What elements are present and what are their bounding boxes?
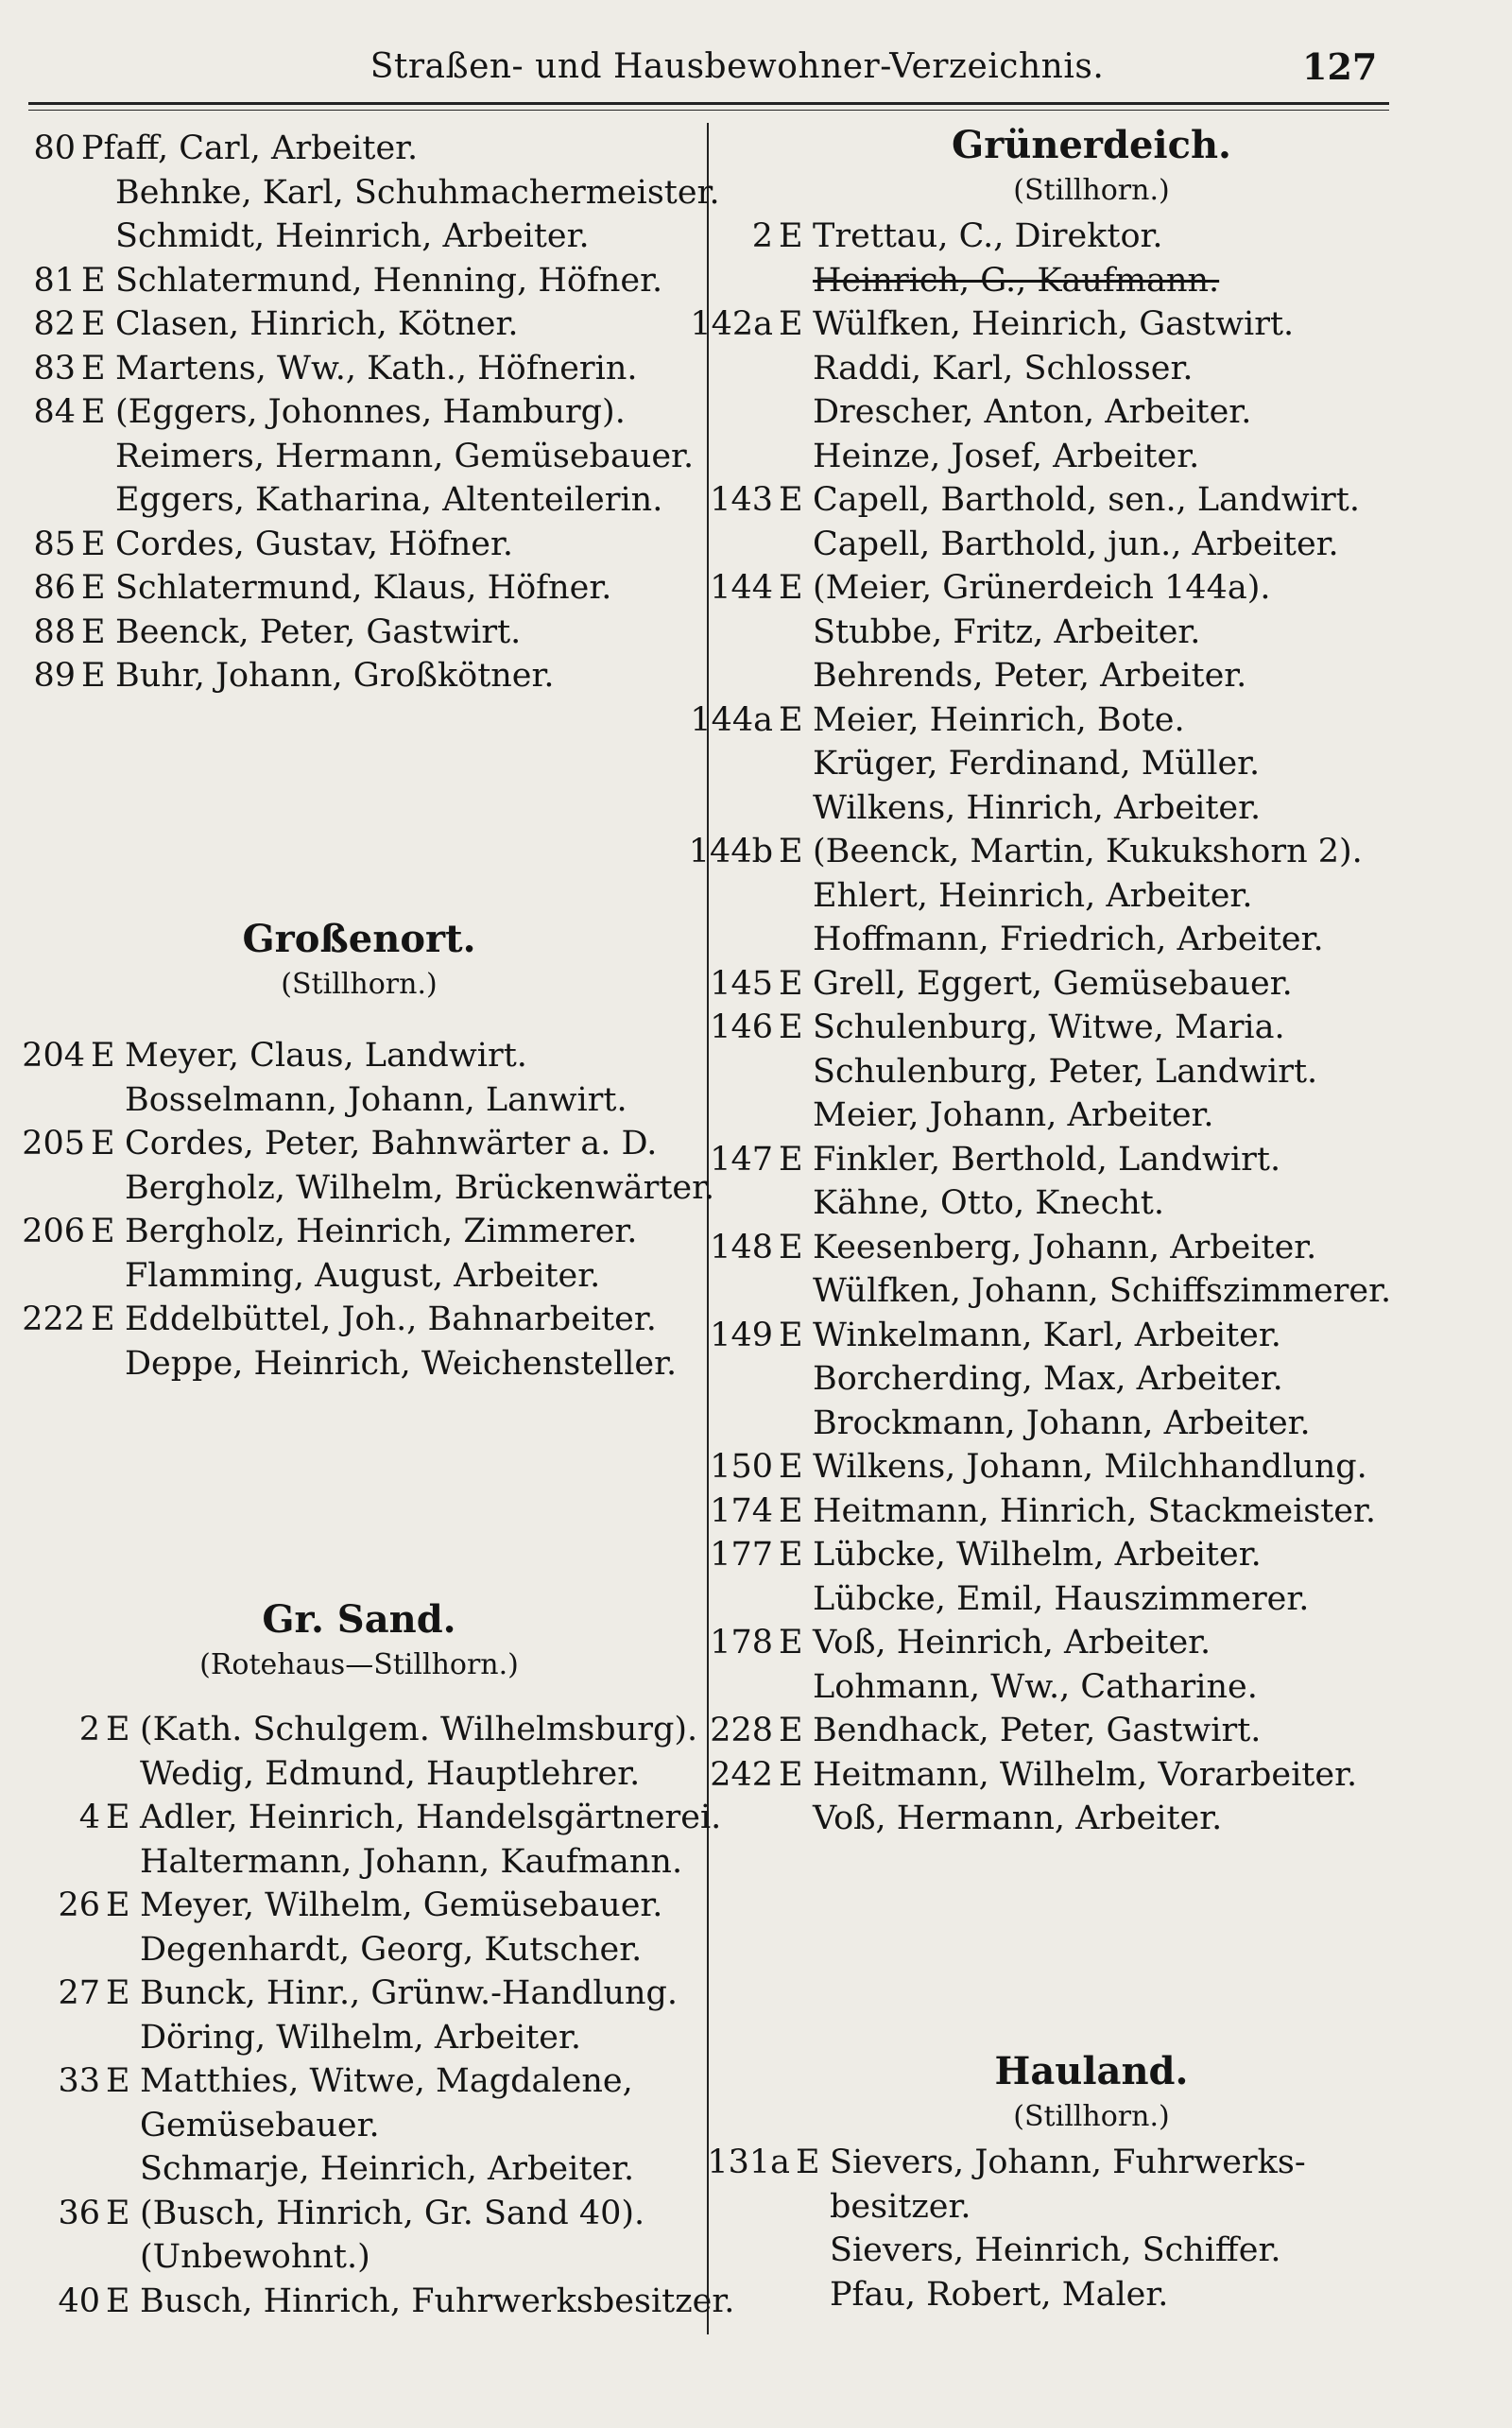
house-number: 82 xyxy=(33,305,76,343)
resident-entry: Lübcke, Emil, Hauszimmerer. xyxy=(813,1579,1310,1618)
owner-mark: E xyxy=(779,700,803,739)
resident-entry: Wilkens, Johann, Milchhandlung. xyxy=(813,1448,1367,1486)
house-number: 145 xyxy=(710,964,773,1003)
house-number: 144a xyxy=(690,700,773,739)
resident-entry: Clasen, Hinrich, Kötner. xyxy=(115,305,519,343)
resident-entry: Capell, Barthold, jun., Arbeiter. xyxy=(813,525,1339,563)
owner-mark: E xyxy=(779,1536,803,1574)
resident-entry: Finkler, Berthold, Landwirt. xyxy=(813,1140,1281,1179)
resident-entry: Krüger, Ferdinand, Müller. xyxy=(813,745,1261,783)
owner-mark: E xyxy=(106,2194,130,2232)
resident-entry: Pfaff, Carl, Arbeiter. xyxy=(81,129,419,167)
house-number: 177 xyxy=(710,1536,773,1574)
house-number: 242 xyxy=(710,1755,773,1794)
resident-entry: Martens, Ww., Kath., Höfnerin. xyxy=(115,349,638,387)
owner-mark: E xyxy=(91,1125,115,1162)
resident-entry: Beenck, Peter, Gastwirt. xyxy=(115,612,522,651)
owner-mark: E xyxy=(81,305,106,343)
resident-entry: (Kath. Schulgem. Wilhelmsburg). xyxy=(140,1711,698,1748)
house-number: 81 xyxy=(33,261,76,300)
resident-entry: Capell, Barthold, sen., Landwirt. xyxy=(813,481,1360,519)
resident-entry: Bosselmann, Johann, Lanwirt. xyxy=(125,1080,627,1119)
house-number: 36 xyxy=(58,2194,100,2232)
owner-mark: E xyxy=(106,1711,130,1748)
section-title: Großenort. xyxy=(242,917,476,961)
owner-mark: E xyxy=(81,261,106,300)
house-number: 85 xyxy=(33,525,76,563)
owner-mark: E xyxy=(81,569,106,607)
resident-entry: (Busch, Hinrich, Gr. Sand 40). xyxy=(140,2194,645,2232)
house-number: 26 xyxy=(58,1886,100,1924)
owner-mark: E xyxy=(779,964,803,1003)
resident-entry: Raddi, Karl, Schlosser. xyxy=(813,349,1194,387)
house-number: 84 xyxy=(33,393,76,431)
resident-entry: Eggers, Katharina, Altenteilerin. xyxy=(115,481,663,519)
resident-entry: (Eggers, Johonnes, Hamburg). xyxy=(115,393,626,431)
resident-entry: Meier, Johann, Arbeiter. xyxy=(813,1096,1214,1134)
house-number: 83 xyxy=(33,349,76,387)
owner-mark: E xyxy=(779,1316,803,1354)
owner-mark: E xyxy=(81,349,106,387)
owner-mark: E xyxy=(779,1140,803,1179)
running-header: Straßen- und Hausbewohner-Verzeichnis. xyxy=(369,47,1105,86)
owner-mark: E xyxy=(779,305,803,343)
resident-entry: Reimers, Hermann, Gemüsebauer. xyxy=(115,437,695,475)
house-number: 150 xyxy=(710,1448,773,1486)
house-number: 2 xyxy=(751,217,773,255)
section-title: Hauland. xyxy=(994,2049,1189,2093)
owner-mark: E xyxy=(91,1037,115,1075)
resident-entry: Bergholz, Wilhelm, Brückenwärter. xyxy=(125,1168,715,1207)
resident-entry: Drescher, Anton, Arbeiter. xyxy=(813,393,1252,431)
house-number: 144 xyxy=(710,569,773,607)
house-number: 40 xyxy=(58,2282,100,2320)
section-subtitle: (Rotehaus—Stillhorn.) xyxy=(199,1648,519,1681)
section-title: Grünerdeich. xyxy=(952,123,1231,167)
resident-entry: Flamming, August, Arbeiter. xyxy=(125,1256,601,1295)
house-number: 206 xyxy=(22,1213,85,1250)
resident-entry: Buhr, Johann, Großkötner. xyxy=(115,657,555,695)
house-number: 86 xyxy=(33,569,76,607)
house-number: 131a xyxy=(707,2144,790,2181)
house-number: 142a xyxy=(690,305,773,343)
resident-entry: Trettau, C., Direktor. xyxy=(813,217,1163,255)
resident-entry: Kähne, Otto, Knecht. xyxy=(813,1184,1164,1222)
resident-entry: Keesenberg, Johann, Arbeiter. xyxy=(813,1228,1317,1266)
resident-entry: (Beenck, Martin, Kukukshorn 2). xyxy=(813,833,1363,870)
house-number: 27 xyxy=(58,1974,100,2012)
resident-entry: Schmarje, Heinrich, Arbeiter. xyxy=(140,2150,635,2188)
house-number: 80 xyxy=(33,129,76,167)
section-title: Gr. Sand. xyxy=(262,1597,456,1642)
resident-entry: Borcherding, Max, Arbeiter. xyxy=(813,1360,1283,1398)
owner-mark: E xyxy=(779,1624,803,1662)
resident-entry: Brockmann, Johann, Arbeiter. xyxy=(813,1403,1311,1442)
owner-mark: E xyxy=(106,2282,130,2320)
resident-entry: Heitmann, Hinrich, Stackmeister. xyxy=(813,1491,1377,1530)
section-subtitle: (Stillhorn.) xyxy=(281,968,438,1001)
resident-entry: (Unbewohnt.) xyxy=(140,2238,370,2276)
owner-mark: E xyxy=(106,1799,130,1836)
resident-entry: Schulenburg, Witwe, Maria. xyxy=(813,1008,1285,1046)
owner-mark: E xyxy=(779,1448,803,1486)
house-number: 2 xyxy=(78,1711,100,1748)
house-number: 148 xyxy=(710,1228,773,1266)
resident-entry: Ehlert, Heinrich, Arbeiter. xyxy=(813,876,1253,915)
house-number: 33 xyxy=(58,2062,100,2100)
owner-mark: E xyxy=(779,481,803,519)
resident-entry: Meyer, Claus, Landwirt. xyxy=(125,1037,527,1075)
owner-mark: E xyxy=(81,612,106,651)
section-subtitle: (Stillhorn.) xyxy=(1013,2100,1170,2133)
resident-entry: Winkelmann, Karl, Arbeiter. xyxy=(813,1316,1281,1354)
resident-entry: Stubbe, Fritz, Arbeiter. xyxy=(813,612,1201,651)
owner-mark: E xyxy=(106,1974,130,2012)
owner-mark: E xyxy=(779,833,803,870)
owner-mark: E xyxy=(779,217,803,255)
resident-entry: Grell, Eggert, Gemüsebauer. xyxy=(813,964,1293,1003)
page-number: 127 xyxy=(1302,45,1378,88)
resident-entry: Bendhack, Peter, Gastwirt. xyxy=(813,1712,1262,1749)
resident-entry: Busch, Hinrich, Fuhrwerksbesitzer. xyxy=(140,2282,735,2320)
resident-entry: Eddelbüttel, Joh., Bahnarbeiter. xyxy=(125,1300,657,1338)
right-column xyxy=(688,0,1512,2428)
resident-entry: Schulenburg, Peter, Landwirt. xyxy=(813,1052,1318,1091)
owner-mark: E xyxy=(106,1886,130,1924)
resident-entry: (Meier, Grünerdeich 144a). xyxy=(813,569,1271,607)
house-number: 204 xyxy=(22,1037,85,1075)
resident-entry: Meier, Heinrich, Bote. xyxy=(813,700,1185,739)
resident-entry: Heitmann, Wilhelm, Vorarbeiter. xyxy=(813,1755,1358,1794)
resident-entry: Behnke, Karl, Schuhmachermeister. xyxy=(115,173,720,212)
house-number: 149 xyxy=(710,1316,773,1354)
resident-entry: Wedig, Edmund, Hauptlehrer. xyxy=(140,1754,641,1793)
resident-entry: Heinze, Josef, Arbeiter. xyxy=(813,437,1200,475)
house-number: 89 xyxy=(33,657,76,695)
resident-entry: Sievers, Johann, Fuhrwerks- xyxy=(830,2144,1306,2181)
resident-entry: Bunck, Hinr., Grünw.-Handlung. xyxy=(140,1974,679,2012)
owner-mark: E xyxy=(779,1228,803,1266)
resident-entry: Adler, Heinrich, Handelsgärtnerei. xyxy=(140,1799,722,1836)
owner-mark: E xyxy=(779,1491,803,1530)
resident-entry: Lübcke, Wilhelm, Arbeiter. xyxy=(813,1536,1262,1574)
house-number: 4 xyxy=(78,1799,100,1836)
resident-entry: Cordes, Peter, Bahnwärter a. D. xyxy=(125,1125,658,1162)
resident-entry: Cordes, Gustav, Höfner. xyxy=(115,525,513,563)
resident-entry: Haltermann, Johann, Kaufmann. xyxy=(140,1842,683,1881)
resident-entry: Deppe, Heinrich, Weichensteller. xyxy=(125,1344,678,1383)
owner-mark: E xyxy=(779,1755,803,1794)
resident-entry: Voß, Heinrich, Arbeiter. xyxy=(813,1624,1211,1662)
house-number: 178 xyxy=(710,1624,773,1662)
resident-entry: Lohmann, Ww., Catharine. xyxy=(813,1667,1258,1706)
house-number: 88 xyxy=(33,612,76,651)
house-number: 147 xyxy=(710,1140,773,1179)
resident-entry: Wülfken, Heinrich, Gastwirt. xyxy=(813,305,1295,343)
house-number: 174 xyxy=(710,1491,773,1530)
house-number: 144b xyxy=(688,833,773,870)
owner-mark: E xyxy=(106,2062,130,2100)
owner-mark: E xyxy=(779,1712,803,1749)
resident-entry: Wilkens, Hinrich, Arbeiter. xyxy=(813,788,1262,827)
resident-entry: Matthies, Witwe, Magdalene, xyxy=(140,2062,633,2100)
resident-entry: Degenhardt, Georg, Kutscher. xyxy=(140,1930,643,1969)
resident-entry: Döring, Wilhelm, Arbeiter. xyxy=(140,2018,581,2057)
house-number: 146 xyxy=(710,1008,773,1046)
resident-entry: Meyer, Wilhelm, Gemüsebauer. xyxy=(140,1886,663,1924)
resident-entry: Hoffmann, Friedrich, Arbeiter. xyxy=(813,921,1324,958)
resident-entry: Voß, Hermann, Arbeiter. xyxy=(813,1799,1223,1837)
house-number: 228 xyxy=(710,1712,773,1749)
resident-entry: Sievers, Heinrich, Schiffer. xyxy=(830,2231,1281,2269)
section-subtitle: (Stillhorn.) xyxy=(1013,174,1170,207)
resident-entry: Gemüsebauer. xyxy=(140,2106,380,2144)
resident-entry: besitzer. xyxy=(830,2187,971,2226)
resident-entry: Schmidt, Heinrich, Arbeiter. xyxy=(115,217,590,255)
resident-entry: Schlatermund, Henning, Höfner. xyxy=(115,261,663,300)
resident-entry: Wülfken, Johann, Schiffszimmerer. xyxy=(813,1272,1392,1310)
owner-mark: E xyxy=(81,393,106,431)
resident-entry: Schlatermund, Klaus, Höfner. xyxy=(115,569,612,607)
owner-mark: E xyxy=(796,2144,820,2181)
resident-entry: Pfau, Robert, Maler. xyxy=(830,2275,1169,2314)
owner-mark: E xyxy=(81,525,106,563)
resident-entry: Behrends, Peter, Arbeiter. xyxy=(813,657,1247,695)
resident-entry: Bergholz, Heinrich, Zimmerer. xyxy=(125,1213,638,1250)
owner-mark: E xyxy=(91,1213,115,1250)
house-number: 143 xyxy=(710,481,773,519)
owner-mark: E xyxy=(81,657,106,695)
owner-mark: E xyxy=(779,1008,803,1046)
owner-mark: E xyxy=(779,569,803,607)
owner-mark: E xyxy=(91,1300,115,1338)
house-number: 205 xyxy=(22,1125,85,1162)
house-number: 222 xyxy=(22,1300,85,1338)
resident-entry: Heinrich, G., Kaufmann. xyxy=(813,261,1220,300)
